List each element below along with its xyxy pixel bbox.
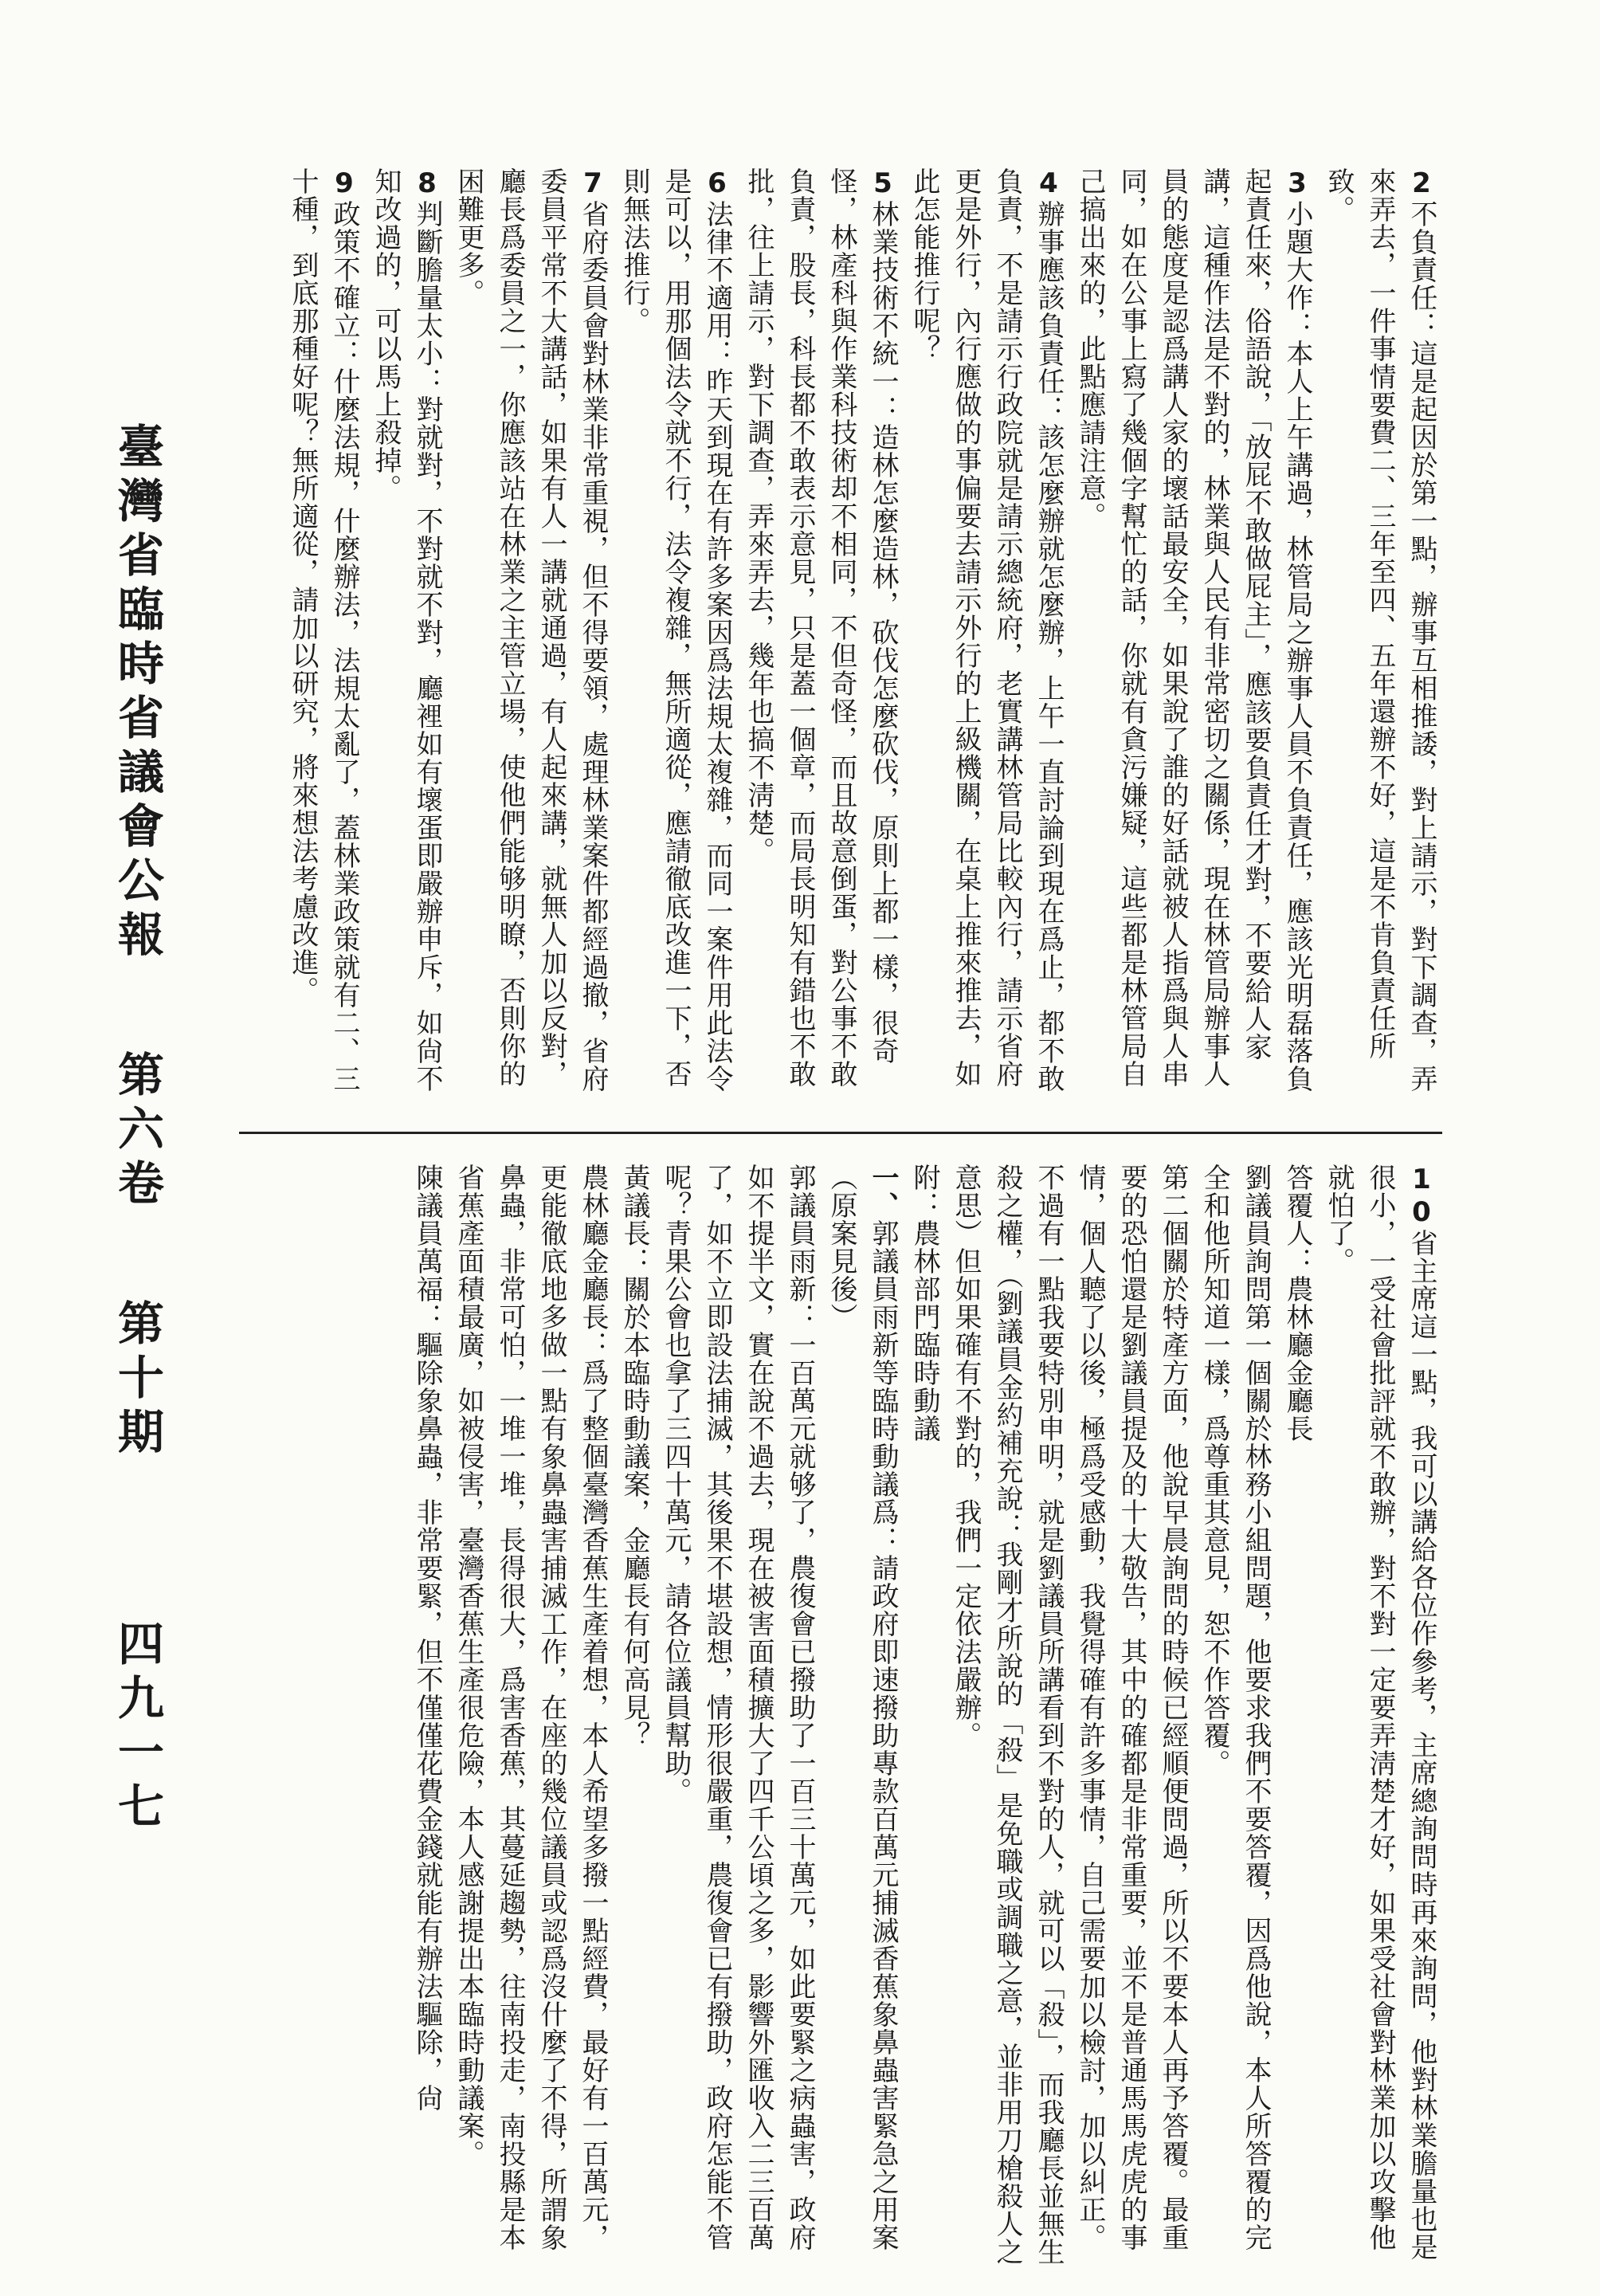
item-number: 8 xyxy=(411,167,443,200)
lower-paragraph xyxy=(1318,1164,1442,2271)
lower-paragraph xyxy=(406,1164,448,2271)
upper-paragraph xyxy=(282,167,365,1108)
paragraph-text: 陳議員萬福：驅除象鼻蟲，非常要緊，但不僅僅花費金錢就能有辦法驅除，尙 xyxy=(411,1164,443,2112)
lower-paragraph xyxy=(1194,1164,1276,2271)
paragraph-text: 法律不適用：昨天到現在有許多案因爲法規太複雜，而同一案件用此法令是可以，用那個法令就不行，法令複雜，無所適從，應請徹底改進一下，否則無法推行。 xyxy=(618,167,733,1093)
paragraph-text: 黃議長：關於本臨時動議案，金廳長有何高見？ xyxy=(618,1164,650,1749)
volume-label: 第六卷 xyxy=(110,1050,164,1213)
lower-paragraph xyxy=(655,1164,821,2271)
paragraph-text: 附：農林部門臨時動議 xyxy=(908,1164,940,1442)
lower-paragraph xyxy=(904,1164,945,2271)
paragraph-text: 答覆人：農林廳金廳長 xyxy=(1281,1164,1313,1442)
paragraph-text: 省府委員會對林業非常重視，但不得要領，處理林業案件都經過撤，省府委員平常不大講話，如果有人一講就通過，有人起來講，就無人加以反對，廳長爲委員之一，你應該站在林業之主管立場，使他們能够明瞭，否則你的困難更多。 xyxy=(453,167,609,1093)
item-number: 9 xyxy=(328,167,360,200)
upper-paragraph xyxy=(1318,167,1442,1108)
paragraph-text: 辦事應該負責任：該怎麼辦就怎麼辦，上午一直討論到現在爲止，都不敢負責，不是請示行政院就是請示總統府，老實講林管局比較內行，請示省府更是外行，內行應做的事偏要去請示外行的上級機關，在桌上推來推去，如此怎能推行呢？ xyxy=(908,167,1065,1093)
page-header xyxy=(104,422,171,2216)
upper-paragraph xyxy=(448,167,614,1108)
item-number: 一、 xyxy=(867,1164,899,1219)
paragraph-text: 省主席這一點，我可以講給各位作參考，主席總詢問時再來詢問，他對林業膽量也是很小，一受社會批評就不敢辦，對不對一定要弄淸楚才好，如果受社會對林業加以攻擊他就怕了。 xyxy=(1323,1164,1437,2261)
upper-section xyxy=(199,167,1442,1108)
paragraph-text: 第二個關於特產方面，他說早晨詢問的時候已經順便問過，所以不要本人再予答覆。最重要的恐怕還是劉議員提及的十大敬告，其中的確都是非常重要，並不是普通馬馬虎虎的事情，個人聽了以後，極爲受感動，我覺得確有許多事情，自己需要加以檢討，加以糾正。不過有一點我要特別申明，就是劉議員所講看到不對的人，就可以「殺」，而我廳長並無生殺之權，（劉議員金約補充說：我剛才所說的「殺」是免職或調職之意，並非用刀槍殺人之意思）但如果確有不對的，我們一定依法嚴辦。 xyxy=(950,1164,1189,2266)
item-number: 10 xyxy=(1406,1164,1437,1229)
lower-section xyxy=(199,1164,1442,2271)
paragraph-text: 不負責任：這是起因於第一點，辦事互相推諉，對上請示，對下調查，弄來弄去，一件事情要費二、三年至四、五年還辦不好，這是不肯負責任所致。 xyxy=(1323,167,1437,1093)
upper-paragraph xyxy=(365,167,448,1108)
page-number: 四九一七 xyxy=(110,1619,164,1836)
item-number: 7 xyxy=(577,167,609,200)
item-number: 5 xyxy=(867,167,899,200)
paragraph-text: 劉議員詢問第一個關於林務小組問題，他要求我們不要答覆，因爲他說，本人所答覆的完全和他所知道一樣，爲尊重其意見，恕不作答覆。 xyxy=(1198,1164,1272,2251)
item-number: 6 xyxy=(701,167,733,200)
paragraph-text: 小題大作：本人上午講過，林管局之辦事人員不負責任，應該光明磊落負起責任來，俗語說，「放屁不敢做屁主」，應該要負責任才對，不要給人家講，這種作法是不對的，林業與人民有非常密切之關係，現在林管局辦事人員的態度是認爲講人家的壞話最安全，如果說了誰的好話就被人指爲與人串同，如在公事上寫了幾個字幫忙的話，你就有貪污嫌疑，這些都是林管局自己搞出來的，此點應請注意。 xyxy=(1074,167,1313,1093)
item-number: 4 xyxy=(1033,167,1065,200)
lower-paragraph xyxy=(448,1164,614,2271)
paragraph-text: 政策不確立：什麼法規，什麼辦法，法規太亂了，蓋林業政策就有二、三十種，到底那種好呢？無所適從，請加以研究，將來想法考慮改進。 xyxy=(287,167,360,1093)
lower-paragraph xyxy=(945,1164,1194,2271)
paragraph-text: 農林廳金廳長：爲了整個臺灣香蕉生產着想，本人希望多撥一點經費，最好有一百萬元，更能徹底地多做一點有象鼻蟲害捕滅工作，在座的幾位議員或認爲沒什麼了不得，所謂象鼻蟲，非常可怕，一堆一堆，長得很大，爲害香蕉，其蔓延趨勢，往南投走，南投縣是本省蕉產面積最廣，如被侵害，臺灣香蕉生產很危險，本人感謝提出本臨時動議案。 xyxy=(453,1164,609,2251)
upper-paragraph xyxy=(904,167,1069,1108)
item-number: 2 xyxy=(1406,167,1437,200)
lower-paragraph xyxy=(614,1164,655,2271)
lower-paragraph xyxy=(821,1164,904,2271)
upper-paragraph xyxy=(738,167,904,1108)
section-divider xyxy=(239,1132,1442,1134)
issue-label: 第十期 xyxy=(110,1299,164,1462)
upper-paragraph xyxy=(614,167,738,1108)
upper-paragraph xyxy=(1069,167,1318,1108)
publication-title: 臺灣省臨時省議會公報 xyxy=(110,422,164,964)
lower-paragraph xyxy=(1276,1164,1318,2271)
paragraph-text: 郭議員雨新：一百萬元就够了，農復會已撥助了一百三十萬元，如此要緊之病蟲害，政府如不提半文，實在說不過去，現在被害面積擴大了四千公頃之多，影響外匯收入二三百萬了，如不立即設法捕滅，其後果不堪設想，情形很嚴重，農復會已有撥助，政府怎能不管呢？青果公會也拿了三四十萬元，請各位議員幫助。 xyxy=(660,1164,816,2251)
paragraph-text: 郭議員雨新等臨時動議爲：請政府即速撥助專款百萬元捕滅香蕉象鼻蟲害緊急之用案（原案見後） xyxy=(825,1164,899,2251)
item-number: 3 xyxy=(1281,167,1313,200)
paragraph-text: 林業技術不統一：造林怎麼造林，砍伐怎麼砍伐，原則上都一樣，很奇怪，林產科與作業科技術却不相同，不但奇怪，而且故意倒蛋，對公事不敢負責，股長，科長都不敢表示意見，只是蓋一個章，而局長明知有錯也不敢批，往上請示，對下調查，弄來弄去，幾年也搞不淸楚。 xyxy=(743,167,899,1088)
paragraph-text: 判斷膽量太小：對就對，不對就不對，廳裡如有壞蛋即嚴辦申斥，如尙不知改過的，可以馬上殺掉。 xyxy=(370,167,443,1093)
